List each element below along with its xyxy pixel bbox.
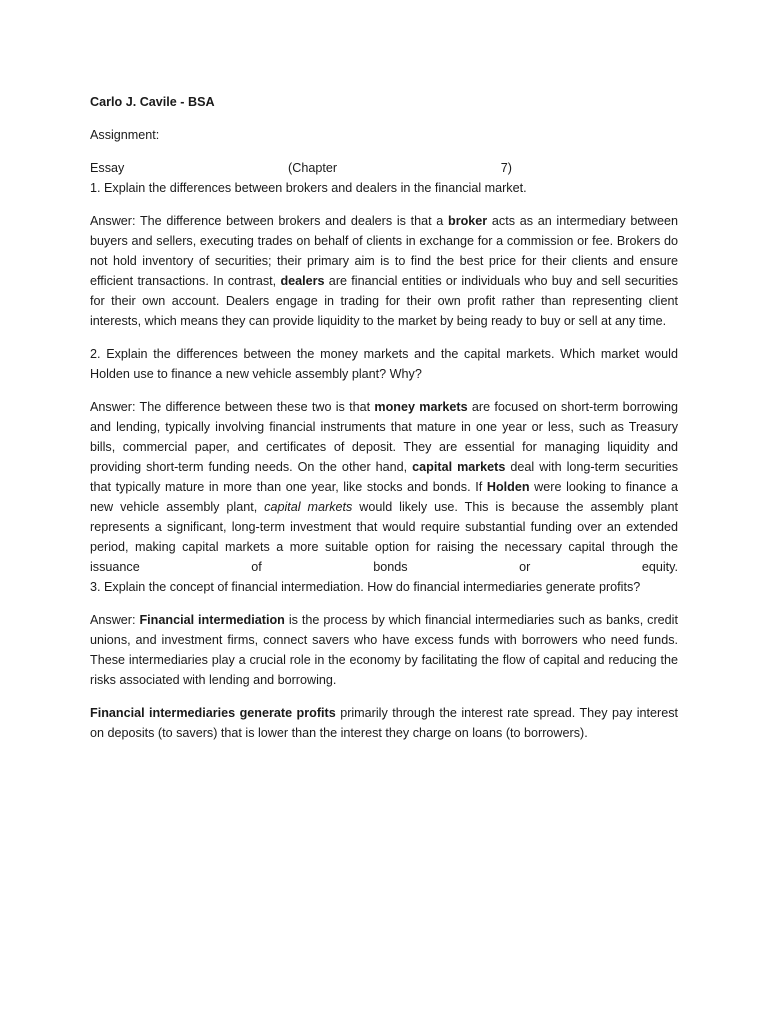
answer-2-word: or: [519, 560, 531, 574]
answer-2-word: equity.: [641, 560, 678, 574]
answer-1-text: are financial entities or individuals who buy and sell securities for their own account. Dealers engage in trading for their own profit rather than representing client interests, which means they can provide liquidity to the market by being ready to buy or sell at any time.: [90, 274, 679, 328]
answer-2-bold-holden: Holden: [486, 480, 530, 494]
answer-2-text: would likely use. This is because the assembly plant represents a significant, long-term investment that would require substantial funding over an extended period, making capital markets a more suitable option for raising the necessary capital through the: [90, 500, 678, 554]
answer-1: [90, 211, 678, 331]
document-page: [90, 92, 678, 743]
essay-word: Essay: [90, 161, 125, 175]
chapter-number: 7): [500, 161, 512, 175]
answer-2-italic-capital-markets: capital markets: [264, 500, 353, 514]
answer-2-text: deal with long-term securities that typically mature in more than one year, like stocks and bonds. If: [90, 460, 678, 494]
author-line: [90, 92, 678, 112]
answer-2-text: are focused on short-term borrowing and lending, typically involving financial instruments that mature in one year or less, such as Treasury bills, commercial paper, and certificates of deposit. They are essential for managing liquidity and providing short-term funding needs. On the other hand,: [90, 400, 678, 474]
answer-2-body: [90, 397, 678, 557]
answer-1-bold-broker: broker: [448, 214, 488, 228]
question-2: 2. Explain the differences between the money markets and the capital markets. Which market would Holden use to finance a new vehicle assembly plant? Why?: [90, 347, 678, 381]
answer-2-text: Answer: The difference between these two is that: [90, 400, 375, 414]
author-name: Carlo J. Cavile - BSA: [90, 95, 215, 109]
answer-3-text: primarily through the interest rate spread. They pay interest on deposits (to savers) that is lower than the interest they charge on loans (to borrowers).: [90, 706, 679, 740]
chapter-word: (Chapter: [288, 161, 338, 175]
answer-2-bold-money-markets: money markets: [374, 400, 468, 414]
answer-3-profits: [90, 703, 678, 743]
answer-2-bold-capital-markets: capital markets: [412, 460, 506, 474]
answer-2-word: bonds: [373, 560, 408, 574]
answer-1-text: acts as an intermediary between buyers and sellers, executing trades on behalf of clients in exchange for a commission or fee. Brokers do not hold inventory of securities; their primary aim is to find the best price for their clients and ensure efficient transactions. In contrast,: [90, 214, 678, 288]
answer-1-text: Answer: The difference between brokers and dealers is that a: [90, 214, 449, 228]
assignment-label: Assignment:: [90, 128, 160, 142]
answer-3-bold-intermediation: Financial intermediation: [139, 613, 285, 627]
answer-2-last-line: [90, 557, 678, 577]
answer-3-text: is the process by which financial intermediaries such as banks, credit unions, and investment firms, connect savers who have excess funds with borrowers who need funds. These intermediaries play a crucial role in the economy by facilitating the flow of capital and reducing the risks associated with lending and borrowing.: [90, 613, 678, 687]
essay-heading: [90, 158, 512, 178]
answer-2-word: of: [251, 560, 262, 574]
answer-1-bold-dealers: dealers: [280, 274, 325, 288]
answer-2-text: were looking to finance a new vehicle assembly plant,: [90, 480, 678, 514]
answer-3-text: Answer:: [90, 613, 140, 627]
answer-2: [90, 397, 678, 577]
question-3: 3. Explain the concept of financial intermediation. How do financial intermediaries generate profits?: [90, 580, 641, 594]
question-1: 1. Explain the differences between brokers and dealers in the financial market.: [90, 181, 527, 195]
answer-2-word: issuance: [90, 560, 140, 574]
answer-3: [90, 610, 678, 690]
answer-3-bold-profits: Financial intermediaries generate profits: [90, 706, 336, 720]
